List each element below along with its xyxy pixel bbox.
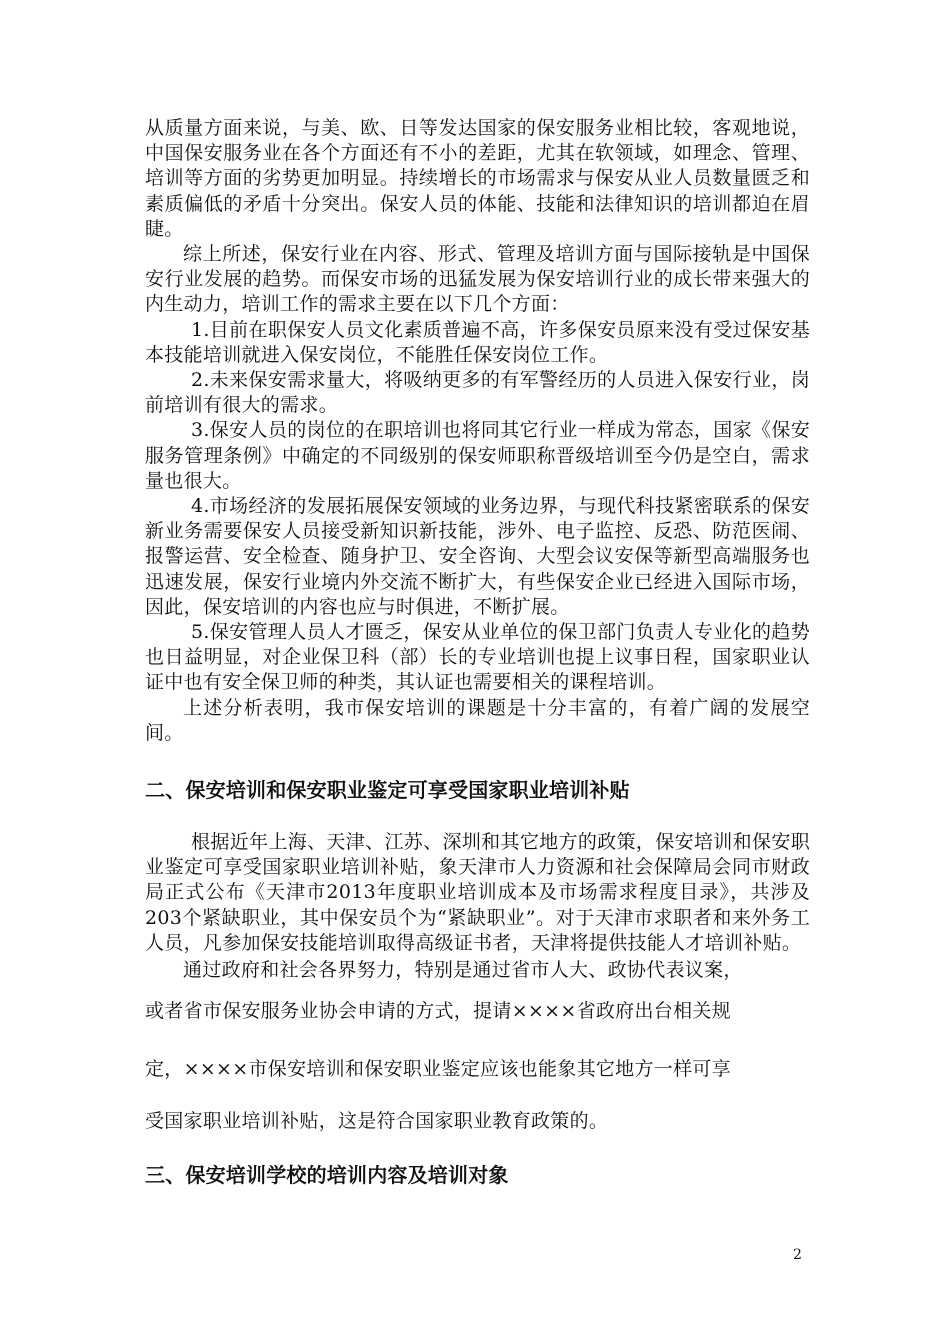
section-2-paragraph-proposal-line-1: 通过政府和社会各界努力，特别是通过省市人大、政协代表议案， xyxy=(183,959,743,982)
section-2-paragraph-proposal-line-2: 或者省市保安服务业协会申请的方式，提请××××省政府出台相关规 xyxy=(145,1000,731,1023)
page-number: 2 xyxy=(793,1247,802,1263)
list-item-3: 3.保安人员的岗位的在职培训也将同其它行业一样成为常态，国家《保安服务管理条例》中确定的不同级别的保安师职称晋级培训至今仍是空白，需求量也很大。 xyxy=(145,419,810,492)
section-2-paragraph-subsidy: 根据近年上海、天津、江苏、深圳和其它地方的政策，保安培训和保安职业鉴定可享受国家职业培训补贴，象天津市人力资源和社会保障局会同市财政局正式公布《天津市2013年度职业培训成本及市场需求程度目录》，共涉及203个紧缺职业，其中保安员个为“紧缺职业”。对于天津市求职者和来外务工人员，凡参加保安技能培训取得高级证书者，天津将提供技能人才培训补贴。 xyxy=(145,831,810,954)
section-2-heading: 二、保安培训和保安职业鉴定可享受国家职业培训补贴 xyxy=(145,778,630,803)
paragraph-quality-gap: 从质量方面来说，与美、欧、日等发达国家的保安服务业相比较，客观地说，中国保安服务业在各个方面还有不小的差距，尤其在软领域，如理念、管理、培训等方面的劣势更加明显。持续增长的市场需求与保安从业人员数量匮乏和素质偏低的矛盾十分突出。保安人员的体能、技能和法律知识的培训都迫在眉睫。 xyxy=(145,117,810,240)
list-item-1: 1.目前在职保安人员文化素质普遍不高，许多保安员原来没有受过保安基本技能培训就进入保安岗位，不能胜任保安岗位工作。 xyxy=(145,318,810,366)
list-item-4: 4.市场经济的发展拓展保安领域的业务边界，与现代科技紧密联系的保安新业务需要保安人员接受新知识新技能，涉外、电子监控、反恐、防范医闹、报警运营、安全检查、随身护卫、安全咨询、大型会议安保等新型高端服务也迅速发展，保安行业境内外交流不断扩大，有些保安企业已经进入国际市场，因此，保安培训的内容也应与时俱进，不断扩展。 xyxy=(145,495,810,618)
paragraph-conclusion: 上述分析表明，我市保安培训的课题是十分丰富的，有着广阔的发展空间。 xyxy=(145,696,810,744)
section-2-paragraph-proposal-line-4: 受国家职业培训补贴，这是符合国家职业教育政策的。 xyxy=(145,1110,609,1133)
paragraph-summary: 综上所述，保安行业在内容、形式、管理及培训方面与国际接轨是中国保安行业发展的趋势。而保安市场的迅猛发展为保安培训行业的成长带来强大的内生动力，培训工作的需求主要在以下几个方面： xyxy=(145,243,810,316)
section-2-paragraph-proposal-line-3: 定，××××市保安培训和保安职业鉴定应该也能象其它地方一样可享 xyxy=(145,1058,731,1081)
section-3-heading: 三、保安培训学校的培训内容及培训对象 xyxy=(145,1163,509,1188)
document-body xyxy=(145,116,810,1189)
list-item-5: 5.保安管理人员人才匮乏，保安从业单位的保卫部门负责人专业化的趋势也日益明显，对企业保卫科（部）长的专业培训也提上议事日程，国家职业认证中也有安全保卫师的种类，其认证也需要相关的课程培训。 xyxy=(145,621,810,694)
list-item-2: 2.未来保安需求量大，将吸纳更多的有军警经历的人员进入保安行业，岗前培训有很大的需求。 xyxy=(145,369,810,417)
